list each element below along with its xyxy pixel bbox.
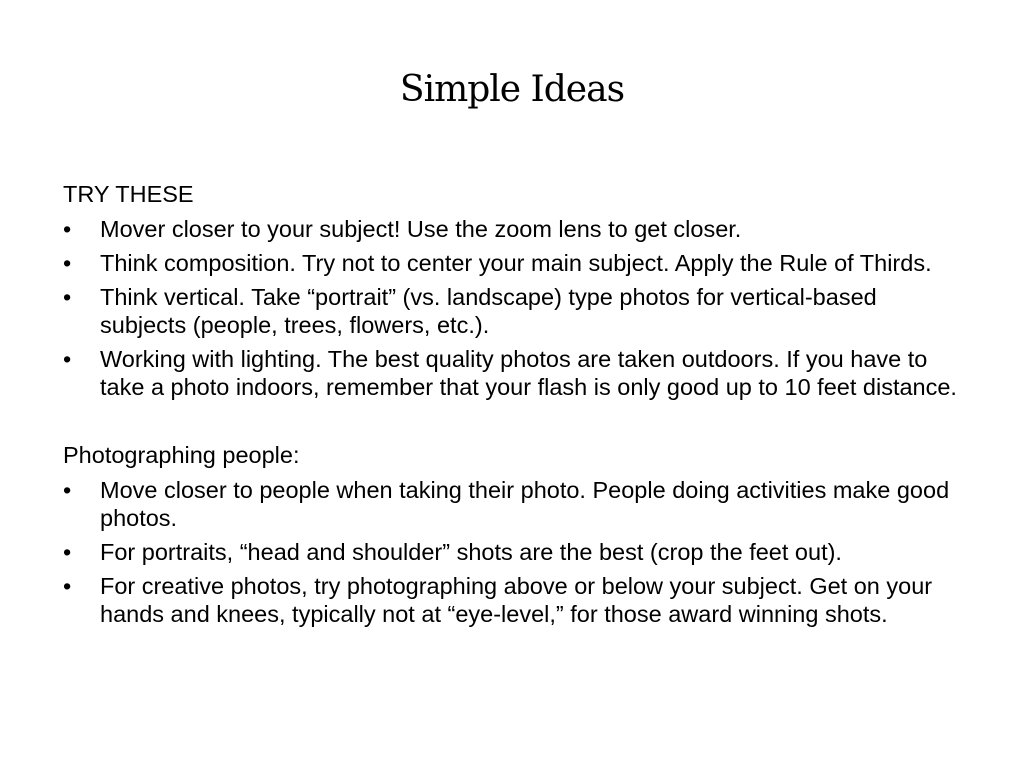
bullet-text: Working with lighting. The best quality photos are taken outdoors. If you have to take a photo indoors, remember that your flash is only good up to 10 feet distance. [100, 346, 957, 400]
bullet-text: Think composition. Try not to center your main subject. Apply the Rule of Thirds. [100, 250, 932, 276]
bullet-text: Think vertical. Take “portrait” (vs. landscape) type photos for vertical-based subjects (people, trees, flowers, etc.). [100, 284, 877, 338]
section-spacer [63, 407, 969, 441]
bullet-item [63, 538, 969, 566]
bullet-item [63, 215, 969, 243]
bullet-text: Move closer to people when taking their photo. People doing activities make good photos. [100, 477, 950, 531]
bullet-text: For portraits, “head and shoulder” shots are the best (crop the feet out). [100, 539, 842, 565]
bullet-icon: • [63, 573, 72, 599]
bullet-item [63, 249, 969, 277]
bullet-icon: • [63, 477, 72, 503]
bullet-icon: • [63, 539, 72, 565]
slide-title: Simple Ideas [399, 69, 625, 110]
section-heading-try-these: TRY THESE [63, 181, 194, 207]
bullet-text: For creative photos, try photographing above or below your subject. Get on your hands and knees, typically not at “eye-level,” for those award winning shots. [100, 573, 933, 627]
bullet-icon: • [63, 216, 72, 242]
bullet-item [63, 476, 969, 532]
bullet-list-try-these [63, 215, 969, 401]
bullet-item [63, 572, 969, 628]
bullet-item [63, 283, 969, 339]
bullet-list-photographing-people [63, 476, 969, 628]
bullet-icon: • [63, 346, 72, 372]
bullet-icon: • [63, 250, 72, 276]
slide-body [63, 180, 969, 634]
section-heading-photographing-people: Photographing people: [63, 442, 300, 468]
bullet-item [63, 345, 969, 401]
bullet-text: Mover closer to your subject! Use the zoom lens to get closer. [100, 216, 742, 242]
bullet-icon: • [63, 284, 72, 310]
